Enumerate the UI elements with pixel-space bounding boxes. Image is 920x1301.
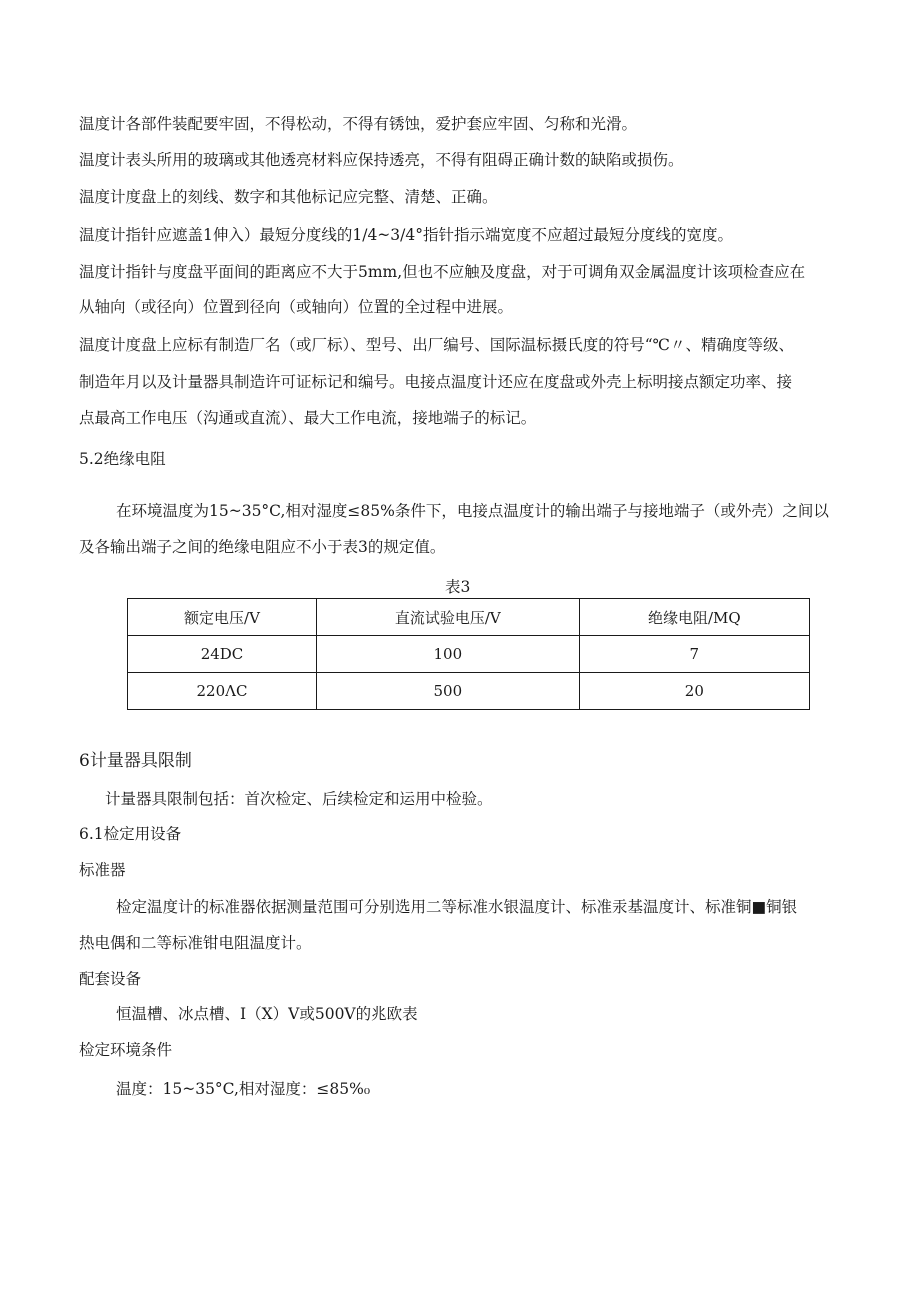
paragraph-dial-labels-2: 制造年月以及计量器具制造许可证标记和编号。电接点温度计还应在度盘或外壳上标明接点额定功率、接 [79, 373, 793, 391]
equipment-text: 恒温槽、冰点槽、I（X）V或500V的兆欧表 [116, 1005, 418, 1023]
table-cell: 220ΛC [128, 673, 317, 710]
table-row [128, 636, 810, 673]
table-header-row [128, 599, 810, 636]
table-cell: 7 [579, 636, 809, 673]
table-header-cell: 额定电压/V [128, 599, 317, 636]
equipment-heading: 配套设备 [79, 970, 142, 988]
table-header-cell: 绝缘电阻/MQ [579, 599, 809, 636]
table-cell: 24DC [128, 636, 317, 673]
insulation-text-2: 及各输出端子之间的绝缘电阻应不小于表3的规定值。 [79, 538, 446, 556]
standard-text-2: 热电偶和二等标准钳电阻温度计。 [79, 934, 312, 952]
table-cell: 20 [579, 673, 809, 710]
table-row [128, 673, 810, 710]
table-caption: 表3 [445, 578, 471, 596]
insulation-table [127, 598, 810, 710]
insulation-text-1: 在环境温度为15~35°C,相对湿度≤85%条件下，电接点温度计的输出端子与接地端子（或外壳）之间以 [116, 502, 829, 520]
standard-heading: 标准器 [79, 861, 126, 879]
section-6-1-heading: 6.1检定用设备 [79, 825, 182, 843]
paragraph-assembly: 温度计各部件装配要牢固，不得松动，不得有锈蚀，爱护套应牢固、匀称和光滑。 [79, 115, 638, 133]
paragraph-dial-labels-1: 温度计度盘上应标有制造厂名（或厂标）、型号、出厂编号、国际温标摄氏度的符号“℃〃、精确度等级、 [79, 336, 795, 354]
section-6-heading: 6计量器具限制 [79, 751, 192, 771]
section-5-2-heading: 5.2绝缘电阻 [79, 450, 166, 468]
environment-text: 温度：15~35°C,相对湿度：≤85%₀ [116, 1080, 371, 1098]
paragraph-pointer-distance-2: 从轴向（或径向）位置到径向（或轴向）位置的全过程中进展。 [79, 298, 514, 316]
section-6-intro: 计量器具限制包括：首次检定、后续检定和运用中检验。 [105, 790, 493, 808]
standard-text-1: 检定温度计的标准器依据测量范围可分别选用二等标准水银温度计、标准汞基温度计、标准铜■铜银 [116, 898, 798, 916]
environment-heading: 检定环境条件 [79, 1041, 173, 1059]
paragraph-pointer-cover: 温度计指针应遮盖1伸入）最短分度线的1/4~3/4°指针指示端宽度不应超过最短分度线的宽度。 [79, 226, 733, 244]
table-header-cell: 直流试验电压/V [316, 599, 579, 636]
table-cell: 100 [316, 636, 579, 673]
paragraph-dial-marks: 温度计度盘上的刻线、数字和其他标记应完整、清楚、正确。 [79, 188, 498, 206]
paragraph-glass: 温度计表头所用的玻璃或其他透亮材料应保持透亮，不得有阻碍正确计数的缺陷或损伤。 [79, 151, 684, 169]
paragraph-dial-labels-3: 点最高工作电压（沟通或直流）、最大工作电流，接地端子的标记。 [79, 409, 537, 427]
table-cell: 500 [316, 673, 579, 710]
paragraph-pointer-distance-1: 温度计指针与度盘平面间的距离应不大于5mm,但也不应触及度盘，对于可调角双金属温度计该项检查应在 [79, 263, 806, 281]
